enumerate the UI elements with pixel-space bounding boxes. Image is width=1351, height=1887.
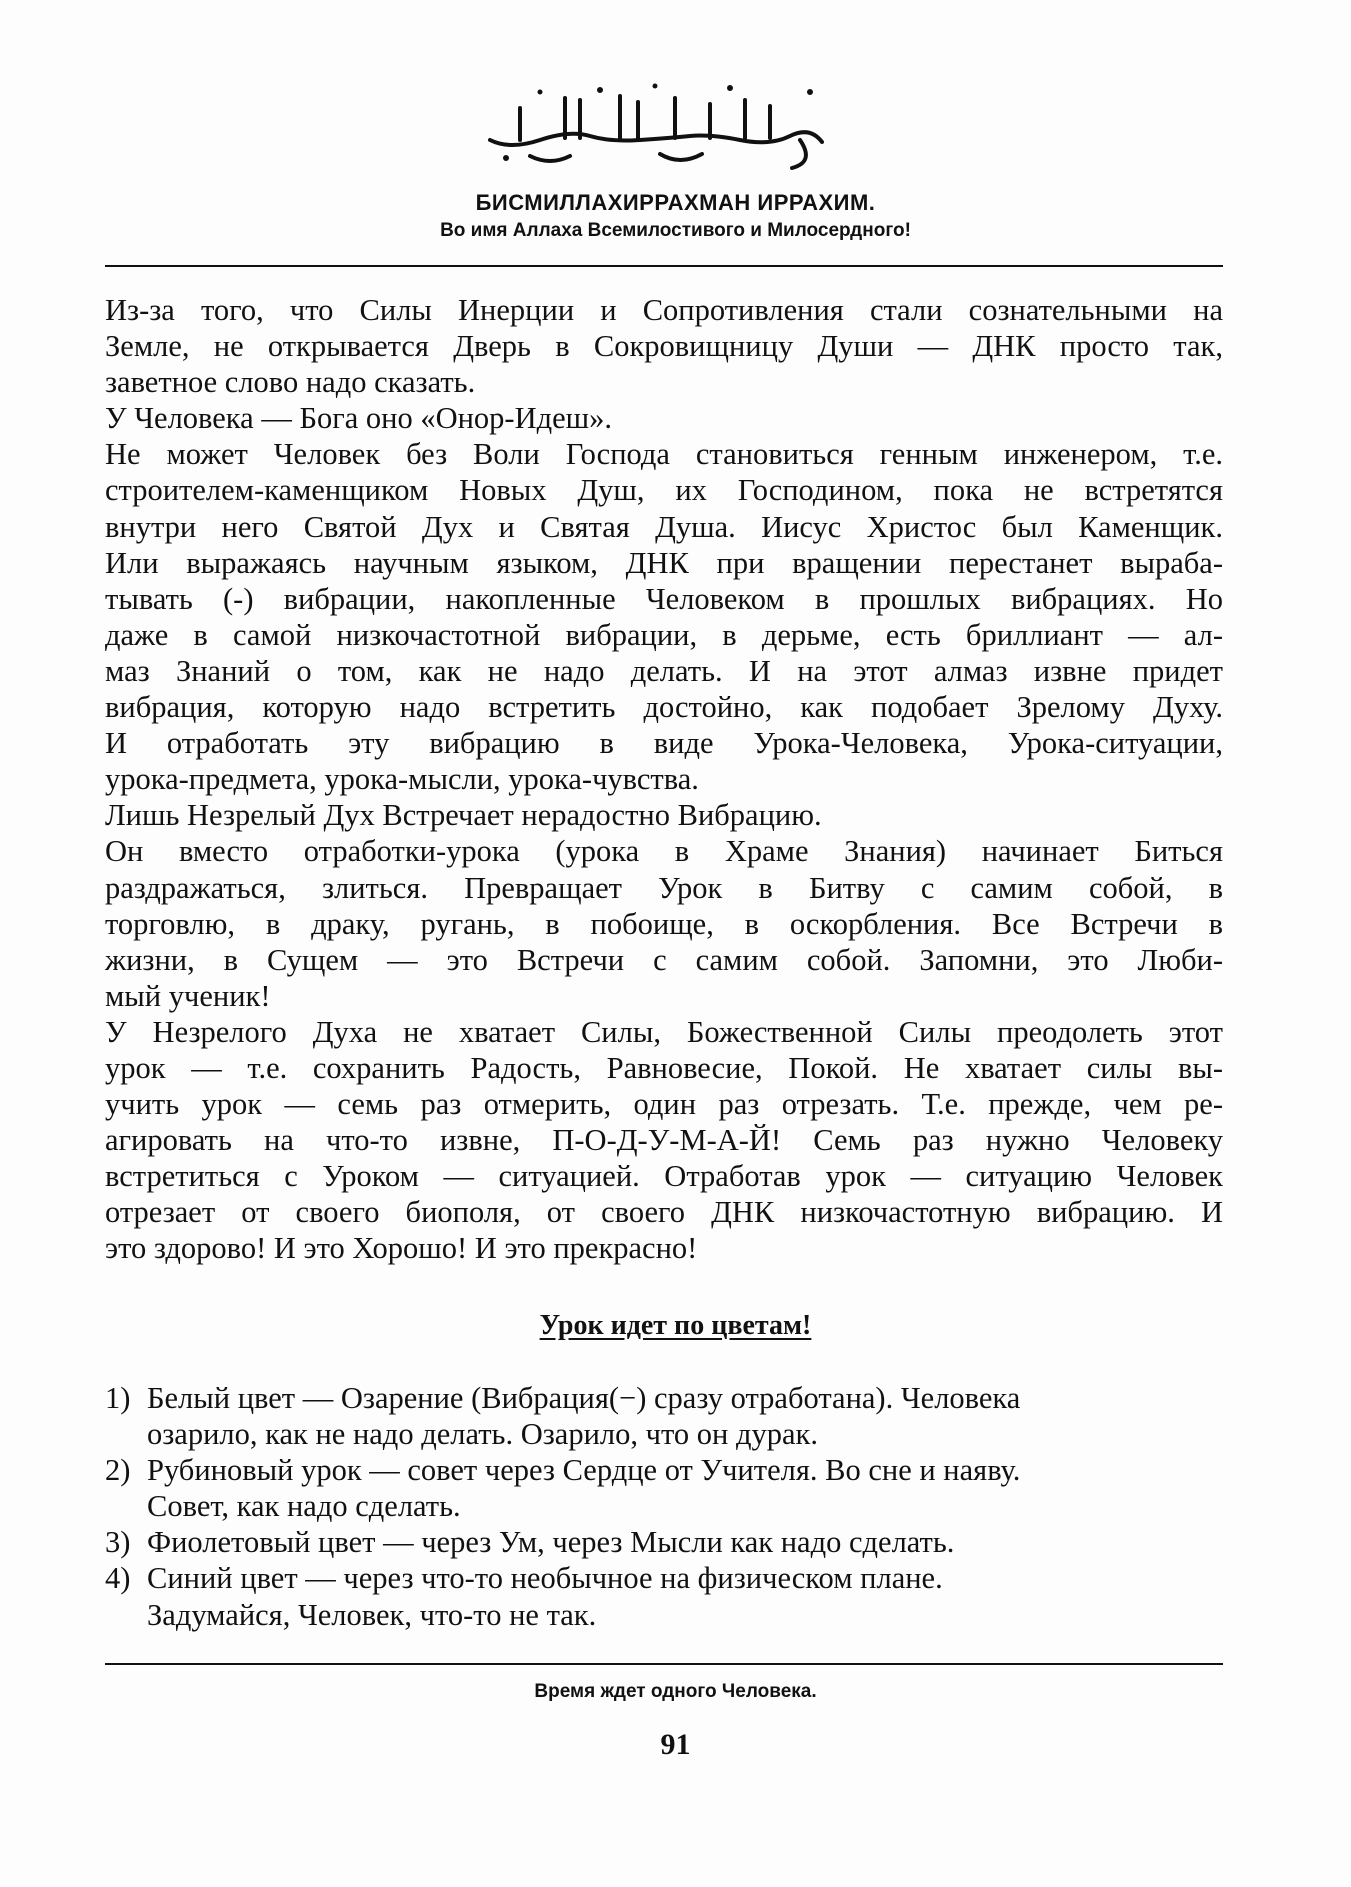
body-line: У Человека — Бога оно «Онор-Идеш». [105, 401, 613, 436]
list-item-line: Задумайся, Человек, что-то не так. [147, 1597, 597, 1632]
body-line: вибрация, которую надо встретить достойно, как подобает Зрелому Духу. [105, 690, 1223, 725]
body-line: жизни, в Сущем — это Встречи с самим собой. Запомни, это Люби- [105, 942, 1223, 977]
body-line: учить урок — семь раз отмерить, один раз отрезать. Т.е. прежде, чем ре- [105, 1087, 1223, 1122]
body-line: мый ученик! [105, 978, 271, 1013]
list-item-line: озарило, как не надо делать. Озарило, что он дурак. [147, 1417, 818, 1452]
footer-text: Время ждет одного Человека. [534, 1681, 817, 1702]
list-item-line: Белый цвет — Озарение (Вибрация(−) сразу отработана). Человека [147, 1381, 1021, 1415]
svg-text:بِسْمِ اللَّهِ الرَّحْمَٰنِ ال: بِسْمِ اللَّهِ الرَّحْمَٰنِ الرَّحِيمِ [650, 130, 660, 131]
list-item-number: 3) [105, 1525, 131, 1560]
list-item-number: 2) [105, 1453, 131, 1488]
list-item-line: Фиолетовый цвет — через Ум, через Мысли как надо сделать. [147, 1525, 955, 1560]
body-line: раздражаться, злиться. Превращает Урок в Битву с самим собой, в [105, 870, 1223, 905]
body-line: Земле, не открывается Дверь в Сокровищницу Души — ДНК просто так, [105, 329, 1223, 364]
top-divider [105, 265, 1223, 267]
header-subtitle: Во имя Аллаха Всемилостивого и Милосердного! [440, 220, 911, 241]
list-item-number: 4) [105, 1561, 131, 1596]
body-line: торговлю, в драку, ругань, в побоище, в оскорбления. Все Встречи в [105, 906, 1223, 941]
body-line: даже в самой низкочастотной вибрации, в дерьме, есть бриллиант — ал- [105, 617, 1223, 652]
body-line: Или выражаясь научным языком, ДНК при вращении перестанет выраба- [105, 545, 1223, 580]
list-item-number: 1) [105, 1381, 131, 1415]
body-line: Лишь Незрелый Дух Встречает нерадостно Вибрацию. [105, 798, 822, 833]
section-title: Урок идет по цветам! [539, 1310, 812, 1341]
body-line: тывать (-) вибрации, накопленные Человеком в прошлых вибрациях. Но [105, 581, 1223, 616]
bismillah-calligraphy [470, 70, 840, 180]
body-line: встретиться с Уроком — ситуацией. Отработав урок — ситуацию Человек [105, 1159, 1223, 1194]
body-line: Он вместо отработки-урока (урока в Храме Знания) начинает Биться [105, 834, 1223, 869]
header-title: БИСМИЛЛАХИРРАХМАН ИРРАХИМ. [475, 190, 876, 215]
list-item-line: Совет, как надо сделать. [147, 1489, 461, 1524]
body-line: Из-за того, что Силы Инерции и Сопротивления стали сознательными на [105, 293, 1223, 327]
body-line: строителем-каменщиком Новых Душ, их Господином, пока не встретятся [105, 473, 1223, 508]
body-text [105, 292, 1223, 1267]
page-number: 91 [660, 1728, 691, 1761]
body-line: урока-предмета, урока-мысли, урока-чувства. [105, 762, 699, 797]
list-item [105, 1560, 1223, 1632]
body-line: И отработать эту вибрацию в виде Урока-Человека, Урока-ситуации, [105, 726, 1223, 761]
list-item-line: Рубиновый урок — совет через Сердце от Учителя. Во сне и наяву. [147, 1453, 1021, 1488]
body-line: заветное слово надо сказать. [105, 365, 476, 400]
body-line: У Незрелого Духа не хватает Силы, Божественной Силы преодолеть этот [105, 1014, 1223, 1049]
list-item [105, 1452, 1223, 1524]
body-line: урок — т.е. сохранить Радость, Равновесие, Покой. Не хватает силы вы- [105, 1050, 1223, 1085]
bottom-divider [105, 1663, 1223, 1665]
color-lesson-list [105, 1380, 1223, 1633]
body-line: Не может Человек без Воли Господа становиться генным инженером, т.е. [105, 437, 1223, 472]
body-line: внутри него Святой Дух и Святая Душа. Иисус Христос был Каменщик. [105, 509, 1223, 544]
list-item [105, 1524, 1223, 1560]
body-line: отрезает от своего биополя, от своего ДНК низкочастотную вибрацию. И [105, 1195, 1223, 1230]
body-line: маз Знаний о том, как не надо делать. И на этот алмаз извне придет [105, 653, 1223, 688]
body-line: это здорово! И это Хорошо! И это прекрасно! [105, 1231, 698, 1266]
list-item-line: Синий цвет — через что-то необычное на физическом плане. [147, 1561, 943, 1596]
list-item [105, 1380, 1223, 1452]
body-line: агировать на что-то извне, П-О-Д-У-М-А-Й! Семь раз нужно Человеку [105, 1123, 1223, 1158]
